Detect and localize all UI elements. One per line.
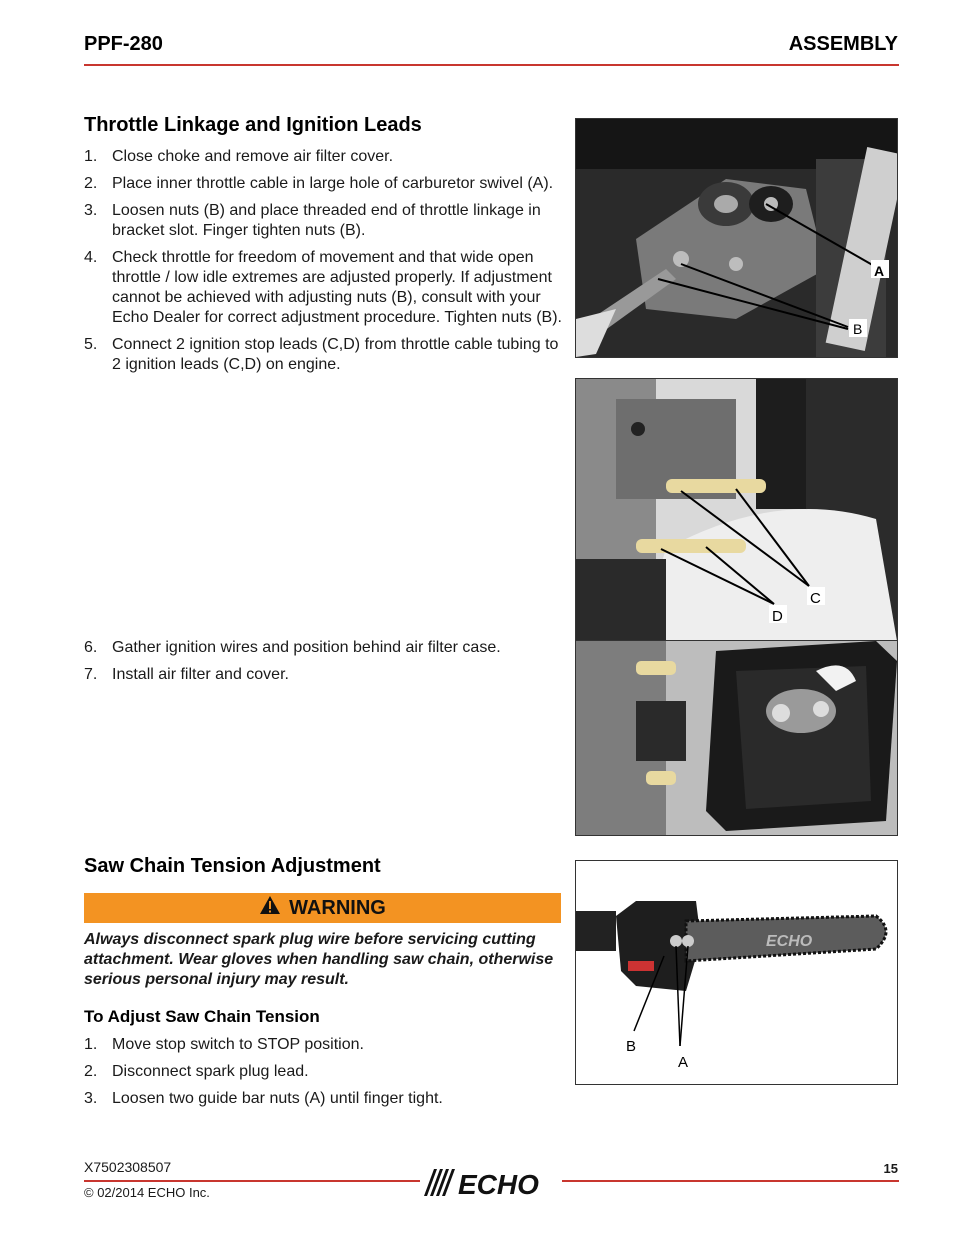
throttle-steps-list bbox=[84, 147, 566, 382]
svg-text:ECHO: ECHO bbox=[766, 933, 813, 950]
bar-label-a: A bbox=[678, 1054, 689, 1071]
ignition-leads-photo bbox=[575, 378, 898, 642]
air-filter-photo bbox=[575, 640, 898, 836]
carburetor-photo bbox=[575, 118, 898, 358]
warning-label: WARNING bbox=[289, 896, 386, 919]
list-item: 3. Loosen nuts (B) and place threaded end of throttle linkage in bracket slot. Finger tighten nuts (B). bbox=[84, 202, 541, 239]
list-item: 1. Close choke and remove air filter cover. bbox=[84, 148, 394, 165]
list-item: 2. Place inner throttle cable in large hole of carburetor swivel (A). bbox=[84, 175, 554, 192]
warning-text: Always disconnect spark plug wire before servicing cutting attachment. Wear gloves when handling saw chain, otherwise serious personal injury may result. bbox=[84, 931, 554, 988]
bar-label-b: B bbox=[626, 1038, 637, 1055]
ignition-steps-list bbox=[84, 638, 566, 692]
page-number: 15 bbox=[883, 1161, 898, 1176]
section-name: ASSEMBLY bbox=[788, 33, 898, 55]
copyright: © 02/2014 ECHO Inc. bbox=[84, 1185, 210, 1200]
list-item: 1. Move stop switch to STOP position. bbox=[84, 1036, 364, 1053]
label-a: A bbox=[874, 263, 885, 279]
subsection-title: To Adjust Saw Chain Tension bbox=[84, 1007, 320, 1026]
list-item: 2. Disconnect spark plug lead. bbox=[84, 1063, 309, 1080]
list-item: 7. Install air filter and cover. bbox=[84, 666, 289, 683]
list-item: 5. Connect 2 ignition stop leads (C,D) from throttle cable tubing to 2 ignition leads (C,D) on engine. bbox=[84, 336, 559, 373]
list-item: 3. Loosen two guide bar nuts (A) until finger tight. bbox=[84, 1090, 443, 1107]
label-b: B bbox=[853, 321, 863, 337]
warning-banner bbox=[84, 893, 561, 923]
model-name: PPF-280 bbox=[84, 33, 163, 55]
header-rule bbox=[84, 64, 899, 66]
list-item: 6. Gather ignition wires and position behind air filter case. bbox=[84, 639, 501, 656]
section-title-saw-chain: Saw Chain Tension Adjustment bbox=[84, 855, 381, 877]
logo-text: ECHO bbox=[458, 1169, 539, 1198]
guide-bar-photo bbox=[575, 860, 898, 1085]
section-title-throttle: Throttle Linkage and Ignition Leads bbox=[84, 114, 422, 136]
part-number: X7502308507 bbox=[84, 1159, 172, 1175]
label-d: D bbox=[772, 608, 783, 625]
warning-triangle-icon bbox=[259, 895, 281, 921]
label-c: C bbox=[810, 590, 821, 607]
saw-chain-steps-list bbox=[84, 1035, 566, 1116]
list-item: 4. Check throttle for freedom of movement and that wide open throttle / low idle extremes are adjusted properly. If adjustment cannot be achieved with adjusting nuts (B), consult with your Echo Dealer for correct adjustment procedure. Tighten nuts (B). bbox=[84, 249, 562, 326]
echo-logo bbox=[420, 1166, 562, 1198]
